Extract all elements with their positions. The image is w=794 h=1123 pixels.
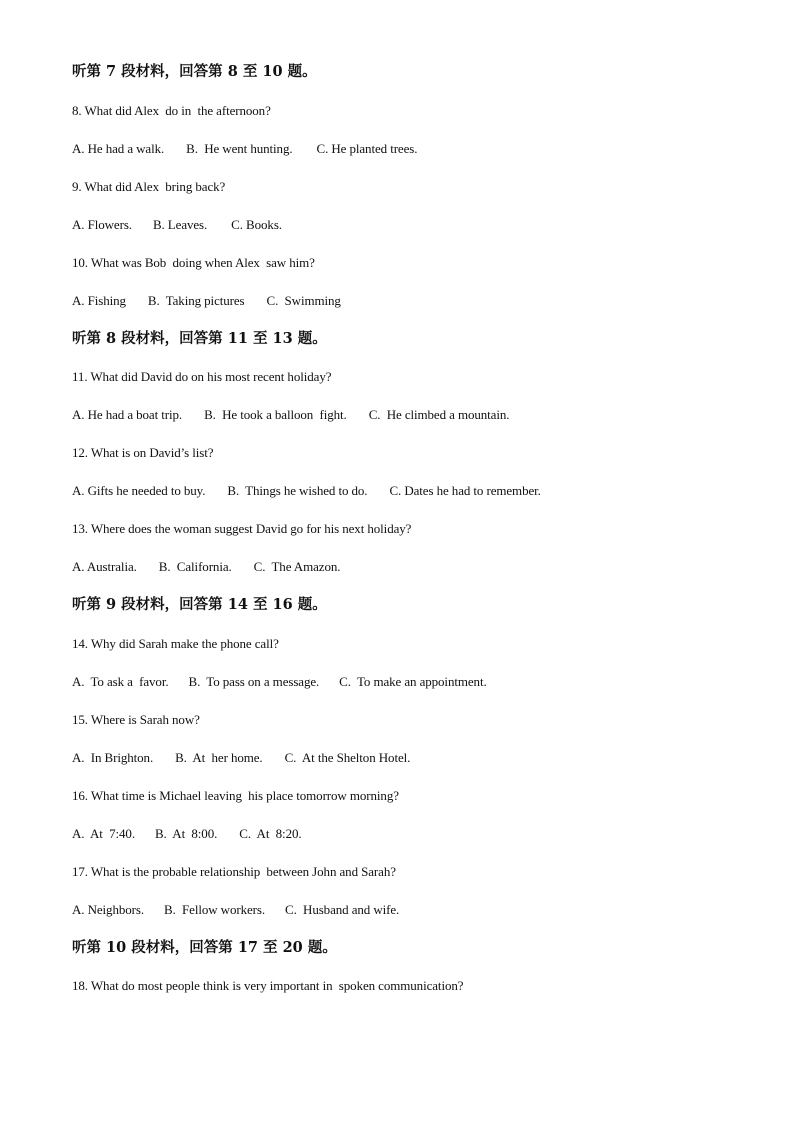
question-text: 17. What is the probable relationship between John and Sarah? <box>72 864 396 879</box>
option-b: B. Fellow workers. <box>164 902 266 917</box>
option-b: B. Leaves. <box>152 217 208 232</box>
option-b: B. At 8:00. <box>154 826 218 841</box>
option-c: C. Dates he had to remember. <box>389 483 541 498</box>
option-a: A. Neighbors. <box>72 902 144 917</box>
section-heading: 听第 10 段材料，回答第 17 至 20 题。 <box>72 939 337 956</box>
option-a: A. At 7:40. <box>72 826 135 841</box>
question-text: 11. What did David do on his most recent holiday? <box>72 369 332 384</box>
option-b: B. Taking pictures <box>147 293 245 308</box>
option-b: B. Things he wished to do. <box>227 483 368 498</box>
question-text: 13. Where does the woman suggest David go for his next holiday? <box>72 521 412 536</box>
question-text: 9. What did Alex bring back? <box>72 179 226 194</box>
section-heading: 听第 8 段材料，回答第 11 至 13 题。 <box>72 330 327 347</box>
option-c: C. To make an appointment. <box>339 674 487 689</box>
option-a: A. Fishing <box>72 293 126 308</box>
answer-options <box>72 141 417 157</box>
question-text: 15. Where is Sarah now? <box>72 712 200 727</box>
option-a: A. Flowers. <box>72 217 132 232</box>
option-b: B. He took a balloon fight. <box>204 407 347 422</box>
answer-options <box>72 674 487 690</box>
question-text: 8. What did Alex do in the afternoon? <box>72 103 271 118</box>
question-text: 12. What is on David’s list? <box>72 445 214 460</box>
option-a: A. To ask a favor. <box>72 674 169 689</box>
option-c: C. At 8:20. <box>239 826 302 841</box>
section-heading: 听第 9 段材料，回答第 14 至 16 题。 <box>72 596 327 613</box>
question-text: 10. What was Bob doing when Alex saw him? <box>72 255 315 270</box>
option-a: A. He had a walk. <box>72 141 165 156</box>
answer-options <box>72 483 541 499</box>
answer-options <box>72 407 509 423</box>
option-a: A. Gifts he needed to buy. <box>72 483 206 498</box>
option-b: B. California. <box>158 559 232 574</box>
option-c: C. He planted trees. <box>316 141 418 156</box>
option-c: C. Swimming <box>266 293 341 308</box>
option-a: A. Australia. <box>72 559 137 574</box>
option-b: B. He went hunting. <box>186 141 293 156</box>
option-c: C. The Amazon. <box>253 559 341 574</box>
option-a: A. He had a boat trip. <box>72 407 183 422</box>
question-text: 18. What do most people think is very important in spoken communication? <box>72 978 464 993</box>
answer-options <box>72 826 302 842</box>
option-a: A. In Brighton. <box>72 750 154 765</box>
answer-options <box>72 750 410 766</box>
option-c: C. Books. <box>231 217 282 232</box>
answer-options <box>72 902 399 918</box>
option-b: B. At her home. <box>175 750 263 765</box>
answer-options <box>72 217 282 233</box>
option-c: C. Husband and wife. <box>285 902 400 917</box>
option-c: C. He climbed a mountain. <box>368 407 510 422</box>
option-c: C. At the Shelton Hotel. <box>284 750 411 765</box>
answer-options <box>72 293 341 309</box>
option-b: B. To pass on a message. <box>188 674 320 689</box>
question-text: 14. Why did Sarah make the phone call? <box>72 636 279 651</box>
question-text: 16. What time is Michael leaving his place tomorrow morning? <box>72 788 399 803</box>
section-heading: 听第 7 段材料，回答第 8 至 10 题。 <box>72 63 317 80</box>
answer-options <box>72 559 340 575</box>
